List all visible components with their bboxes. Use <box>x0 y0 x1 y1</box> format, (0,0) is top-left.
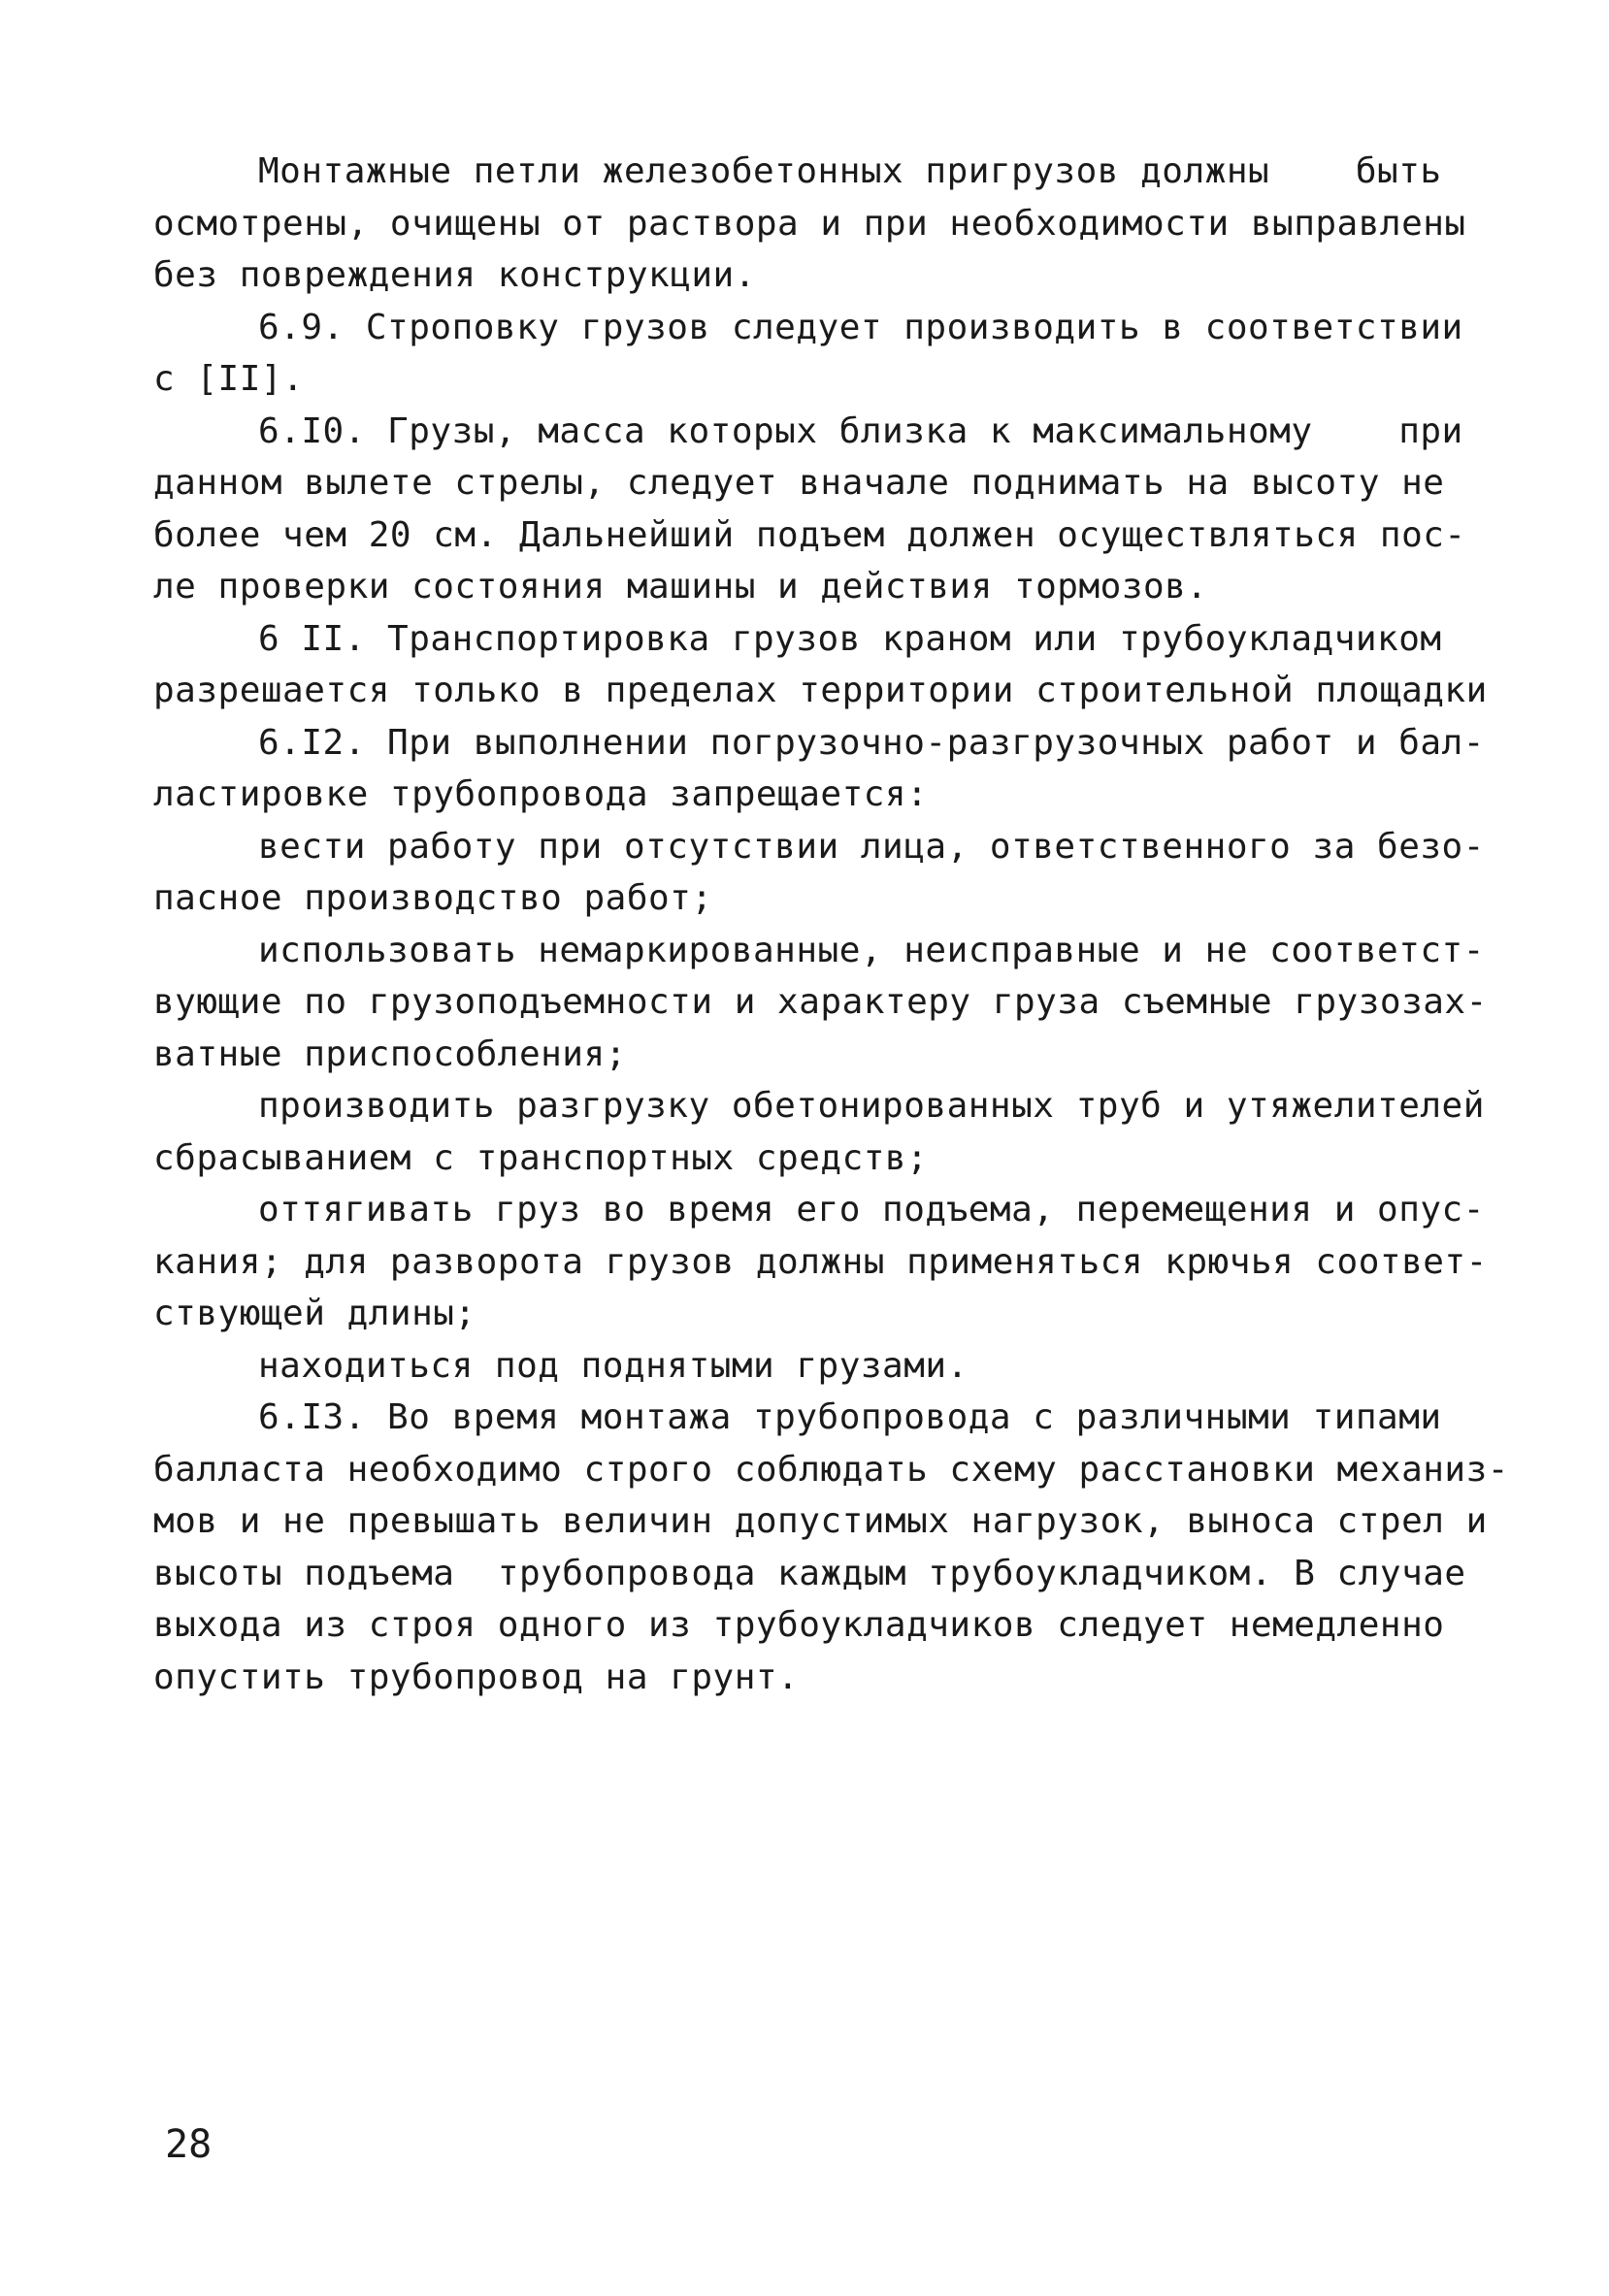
text-line: производить разгрузку обетонированных труб и утяжелителей <box>258 1086 1485 1126</box>
text-line: с [II]. <box>153 359 305 399</box>
text-line: находиться под поднятыми грузами. <box>258 1345 969 1386</box>
body-text <box>153 146 1512 1703</box>
text-line: вести работу при отсутствии лица, ответственного за безо- <box>258 826 1485 867</box>
text-line: ватные приспособления; <box>153 1033 627 1074</box>
text-line: 6.9. Строповку грузов следует производить в соответствии <box>258 307 1463 347</box>
text-line: кания; для разворота грузов должны применяться крючья соответ- <box>153 1241 1488 1282</box>
text-line: ластировке трубопровода запрещается: <box>153 774 929 814</box>
text-line: Монтажные петли железобетонных пригрузов должны быть <box>258 151 1442 191</box>
text-line: балласта необходимо строго соблюдать схему расстановки механиз- <box>153 1449 1509 1490</box>
text-line: опустить трубопровод на грунт. <box>153 1656 800 1697</box>
text-line: вующие по грузоподъемности и характеру груза съемные грузозах- <box>153 982 1488 1022</box>
text-line: без повреждения конструкции. <box>153 255 756 295</box>
text-line: осмотрены, очищены от раствора и при необходимости выправлены <box>153 203 1466 244</box>
text-line: 6.I0. Грузы, масса которых близка к максимальному при <box>258 410 1463 451</box>
text-line: 6.I2. При выполнении погрузочно-разгрузочных работ и бал- <box>258 722 1485 763</box>
text-line: 6 II. Транспортировка грузов краном или трубоукладчиком <box>258 618 1442 659</box>
text-line: ле проверки состояния машины и действия тормозов. <box>153 567 1208 607</box>
text-line: пасное производство работ; <box>153 878 713 918</box>
page-number: 28 <box>165 2122 213 2167</box>
text-line: оттягивать груз во время его подъема, перемещения и опус- <box>258 1190 1485 1230</box>
text-line: более чем 20 см. Дальнейший подъем должен осуществляться пос- <box>153 514 1466 555</box>
text-line: мов и не превышать величин допустимых нагрузок, выноса стрел и <box>153 1501 1488 1541</box>
text-line: разрешается только в пределах территории строительной площадки <box>153 671 1488 710</box>
text-line: высоты подъема трубопровода каждым трубоукладчиком. В случае <box>153 1553 1466 1593</box>
text-line: сбрасыванием с транспортных средств; <box>153 1137 929 1178</box>
text-line: выхода из строя одного из трубоукладчиков следует немедленно <box>153 1605 1445 1645</box>
text-line: ствующей длины; <box>153 1294 476 1333</box>
text-line: 6.I3. Во время монтажа трубопровода с различными типами <box>258 1397 1442 1437</box>
text-line: данном вылете стрелы, следует вначале поднимать на высоту не <box>153 463 1445 503</box>
text-line: использовать немаркированные, неисправные и не соответст- <box>258 930 1485 970</box>
